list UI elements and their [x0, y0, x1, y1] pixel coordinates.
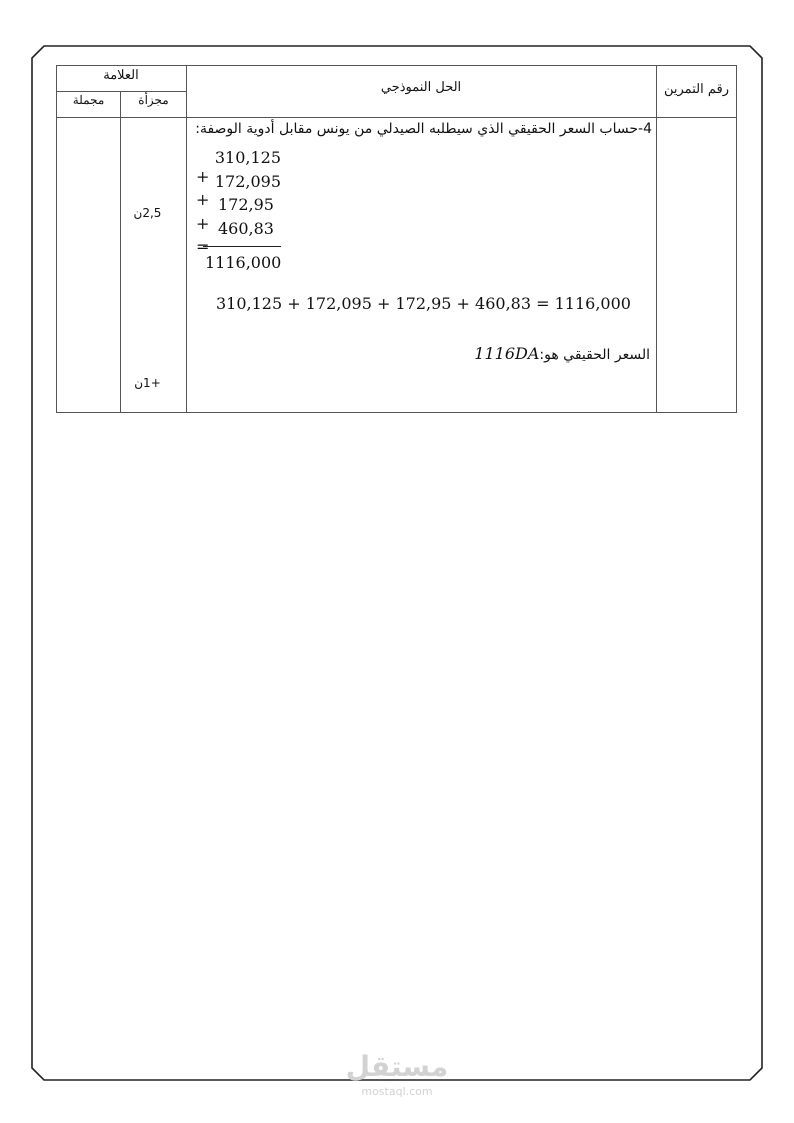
partial-mark-1: 2,5ن — [133, 206, 162, 220]
addend-3: 172,95 — [218, 195, 274, 214]
total-mark-header: مجملة — [72, 93, 105, 107]
addend-4: 460,83 — [218, 219, 274, 238]
grade-header: العلامة — [103, 68, 139, 83]
sum-rule — [203, 246, 281, 247]
watermark-logo: مستقل — [345, 1050, 449, 1083]
partial-mark-header: مجزأة — [138, 93, 169, 107]
answer-line — [474, 344, 650, 363]
operator-equals: = — [196, 237, 210, 256]
operator-3: + — [196, 214, 210, 233]
model-solution-header: الحل النموذجي — [380, 80, 462, 95]
question-text: 4-حساب السعر الحقيقي الذي سيطلبه الصيدلي من يونس مقابل أدوية الوصفة: — [195, 121, 652, 137]
sum-result: 1116,000 — [205, 253, 282, 272]
watermark-site: mostaql.com — [361, 1085, 433, 1098]
answer-text: السعر الحقيقي هو: — [539, 347, 650, 363]
operator-2: + — [196, 190, 210, 209]
answer-value: 1116DA — [474, 344, 540, 363]
addend-2: 172,095 — [214, 172, 281, 191]
addend-1: 310,125 — [214, 148, 281, 167]
operator-1: + — [196, 167, 210, 186]
partial-mark-2: +1ن — [134, 376, 161, 390]
exercise-number-header: رقم التمرين — [664, 82, 729, 97]
equation-line: 310,125 + 172,095 + 172,95 + 460,83 = 1116,000 — [216, 294, 631, 313]
